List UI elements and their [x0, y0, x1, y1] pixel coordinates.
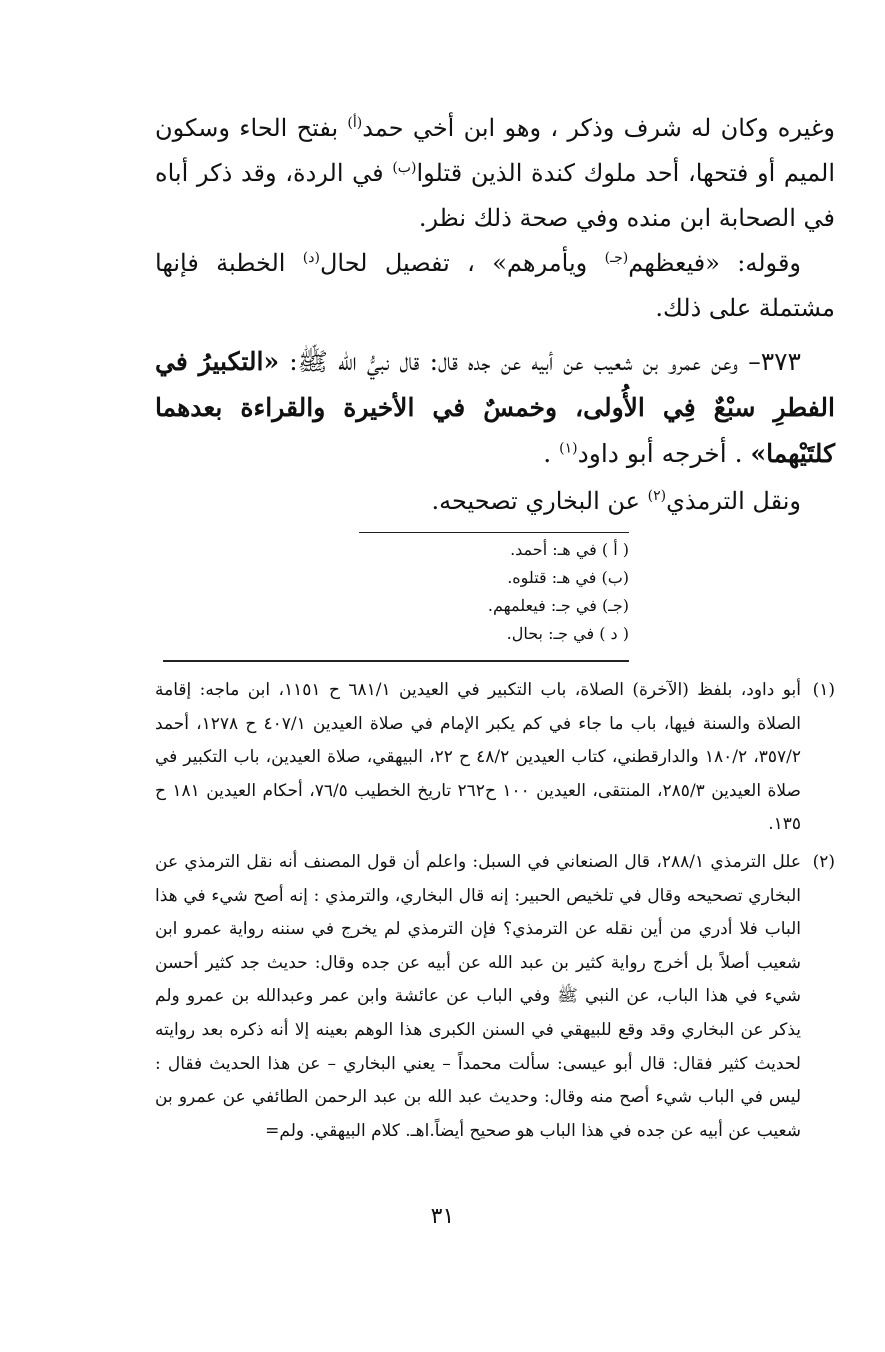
text-run: الخطبة فإنها مشتملة على ذلك.	[155, 249, 835, 322]
text-run: ونقل الترمذي	[666, 487, 801, 515]
text-run: ويأمرهم» ، تفصيل لحال	[319, 249, 605, 277]
variant-note: (جـ) في جـ: فيعلمهم.	[487, 596, 629, 615]
manuscript-variants	[329, 536, 629, 648]
variant-marker: (جـ)	[604, 250, 629, 266]
footnote-marker: (٢)	[647, 488, 667, 504]
text-run: في الردة، وقد ذكر أباه في الصحابة ابن منده وفي صحة ذلك نظر.	[155, 159, 835, 232]
footnote-text: علل الترمذي ٢٨٨/١، قال الصنعاني في السبل: واعلم أن قول المصنف أنه نقل الترمذي عن البخاري تصحيحه وقال في تلخيص الحبير: إنه قال البخاري، والترمذي : إنه أصح شيء في هذا الباب فلا أدري من أين نقله عن الترمذي؟ فإن الترمذي لم يخرج في سننه رواية عمرو ابن شعيب أصلاً بل أخرج رواية كثير بن عبد الله عن أبيه عن جده وقال: حديث جد كثير أحسن شيء في هذا الباب، عن النبي ﷺ وفي الباب عن عائشة وابن عمر وعبدالله بن عمرو ولم يذكر عن البخاري وقد وقع للبيهقي في السنن الكبرى هذا الوهم بعينه إلا أنه ذكره بعد روايته لحديث كثير فقال: قال أبو عيسى: سألت محمداً – يعني البخاري – عن هذا الحديث فقال : ليس في الباب شيء أصح منه وقال: وحديث عبد الله بن عبد الرحمن الطائفي عن عمرو بن شعيب عن أبيه عن جده في هذا الباب هو صحيح أيضاً.اهـ. كلام البيهقي. ولم=	[155, 851, 802, 1141]
variant-marker: (ب)	[392, 160, 417, 176]
main-text	[155, 106, 835, 524]
variant-note: ( أ ) في هـ: أحمد.	[510, 540, 629, 559]
footnotes	[155, 674, 835, 1148]
variants-rule	[359, 532, 629, 533]
page-number: ٣١	[430, 1204, 455, 1229]
text-run: عن البخاري تصحيحه.	[431, 487, 648, 515]
text-run: . أخرجه أبو داود	[577, 439, 751, 468]
footnote-marker: (١)	[559, 440, 578, 457]
hadith-intro: ٣٧٣– وعن عمرو بن شعيب عن أبيه عن جده قال: قال نبيُّ الله ﷺ:	[279, 347, 801, 376]
footnote-1	[155, 674, 835, 842]
footnote-2	[155, 846, 835, 1148]
text-run: وقوله: «فيعظهم	[628, 249, 802, 277]
variant-marker: (د)	[302, 250, 320, 266]
footnote-rule	[163, 660, 629, 662]
variant-marker: (أ)	[347, 115, 363, 131]
hadith-text: «التكبيرُ في الفطرِ سبْعٌ فِي الأُولى، وخمسٌ في الأخيرة والقراءة بعدهما كلتَيْهما»	[155, 347, 835, 468]
hadith-373	[155, 339, 835, 477]
paragraph-1	[155, 106, 835, 241]
footnote-text: أبو داود، بلفظ (الآخرة) الصلاة، باب التكبير في العيدين ٦٨١/١ ح ١١٥١، ابن ماجه: إقامة الصلاة والسنة فيها، باب ما جاء في كم يكبر الإمام في صلاة العيدين ٤٠٧/١ ح ١٢٧٨، أحمد ٣٥٧/٢، ١٨٠/٢ والدارقطني، كتاب العيدين ٤٨/٢ ح ٢٢، البيهقي، صلاة العيدين، باب التكبير في صلاة العيدين ٢٨٥/٣، المنتقى، العيدين ١٠٠ ح٢٦٢ تاريخ الخطيب ٧٦/٥، أحكام العيدين ١٨١ ح ١٣٥.	[155, 680, 802, 835]
paragraph-2	[155, 241, 835, 331]
paragraph-note	[155, 479, 835, 524]
text-run: بفتح الحاء وسكون الميم أو فتحها، أحد ملوك كندة الذين قتلوا	[155, 114, 836, 187]
text-run: وغيره وكان له شرف وذكر ، وهو ابن أخي حمد	[362, 114, 835, 142]
footnote-number: (١)	[812, 680, 835, 700]
footnote-number: (٢)	[812, 851, 835, 872]
text-run: .	[543, 439, 560, 468]
variant-note: ( د ) في جـ: بحال.	[506, 624, 629, 643]
variant-note: (ب) في هـ: قتلوه.	[507, 568, 629, 587]
